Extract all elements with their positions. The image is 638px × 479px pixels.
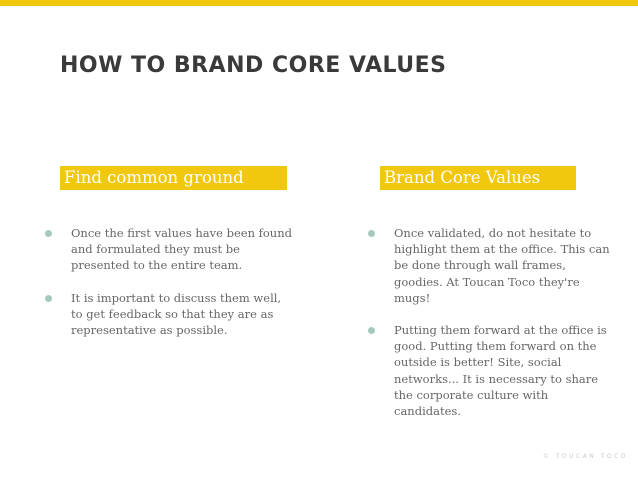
top-accent-bar (0, 0, 638, 6)
left-bullet-list (45, 225, 295, 354)
bullet-dot-icon (45, 230, 52, 237)
bullet-dot-icon (368, 230, 375, 237)
right-column-header: Brand Core Values (380, 166, 576, 190)
bullet-text: It is important to discuss them well, to get feedback so that they are as representative as possible. (71, 290, 282, 338)
bullet-dot-icon (368, 327, 375, 334)
bullet-dot-icon (45, 295, 52, 302)
list-item (368, 322, 618, 419)
slide-title: HOW TO BRAND CORE VALUES (60, 53, 447, 78)
bullet-text: Putting them forward at the office is good. Putting them forward on the outside is better! Site, social networks... It is necessary to share the corporate culture with candidates. (394, 323, 607, 419)
bullet-text: Once the first values have been found and formulated they must be presented to the entire team. (71, 226, 292, 273)
footer-copyright: © TOUCAN TOCO (542, 453, 628, 460)
bullet-text: Once validated, do not hesitate to highlight them at the office. This can be done through wall frames, goodies. At Toucan Toco they're mugs! (394, 226, 610, 305)
list-item (45, 225, 295, 274)
list-item (368, 225, 618, 306)
left-column-header: Find common ground (60, 166, 287, 190)
right-bullet-list (368, 225, 618, 435)
list-item (45, 290, 295, 339)
